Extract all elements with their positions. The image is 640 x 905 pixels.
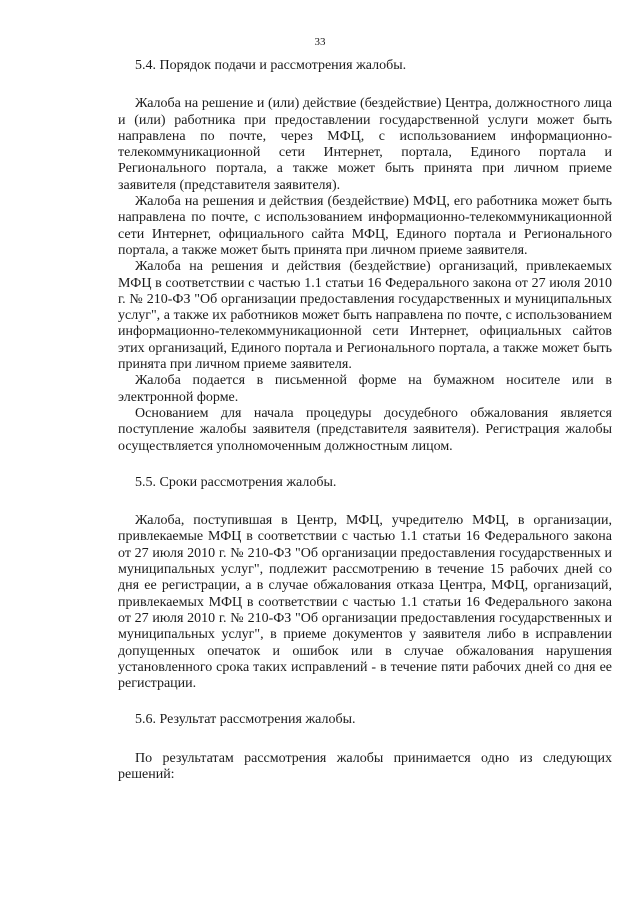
paragraph: Жалоба, поступившая в Центр, МФЦ, учредителю МФЦ, в организации, привлекаемые МФЦ в соответствии с частью 1.1 статьи 16 Федерального закона от 27 июля 2010 г. № 210-ФЗ "Об организации предоставления государственных и муниципальных услуг", подлежит рассмотрению в течение 15 рабочих дней со дня ее регистрации, а в случае обжалования отказа Центра, МФЦ, организаций, привлекаемых МФЦ в соответствии с частью 1.1 статьи 16 Федерального закона от 27 июля 2010 г. № 210-ФЗ "Об организации предоставления государственных и муниципальных услуг", в приеме документов у заявителя либо в исправлении допущенных опечаток и ошибок или в случае обжалования нарушения установленного срока таких исправлений - в течение пяти рабочих дней со дня ее регистрации. xyxy=(118,513,612,692)
paragraph: Жалоба подается в письменной форме на бумажном носителе или в электронной форме. xyxy=(118,373,612,405)
section-heading-5-4: 5.4. Порядок подачи и рассмотрения жалобы. xyxy=(135,58,407,73)
paragraph: Жалоба на решения и действия (бездействие) организаций, привлекаемых МФЦ в соответствии с частью 1.1 статьи 16 Федерального закона от 27 июля 2010 г. № 210-ФЗ "Об организации предоставления государственных и муниципальных услуг", а также их работников может быть направлена по почте, с использованием информационно-телекоммуникационной сети Интернет, официальных сайтов этих организаций, Единого портала и Регионального портала, а также может быть принята при личном приеме заявителя. xyxy=(118,259,612,373)
paragraph: Жалоба на решения и действия (бездействие) МФЦ, его работника может быть направлена по почте, с использованием информационно-телекоммуникационной сети Интернет, официального сайта МФЦ, Единого портала и Регионального портала, а также может быть принята при личном приеме заявителя. xyxy=(118,194,612,258)
paragraph: По результатам рассмотрения жалобы принимается одно из следующих решений: xyxy=(118,750,612,782)
paragraph: Жалоба на решение и (или) действие (бездействие) Центра, должностного лица и (или) работника при предоставлении государственной услуги может быть направлена по почте, через МФЦ, с использованием информационно-телекоммуникационной сети Интернет, портала, Единого портала и Регионального портала, а также может быть принята при личном приеме заявителя (представителя заявителя). xyxy=(118,96,612,193)
paragraph: Основанием для начала процедуры досудебного обжалования является поступление жалобы заявителя (представителя заявителя). Регистрация жалобы осуществляется уполномоченным должностным лицом. xyxy=(118,405,612,454)
page-number: 33 xyxy=(314,36,326,48)
section-heading-5-6: 5.6. Результат рассмотрения жалобы. xyxy=(135,712,356,728)
section-heading-5-5: 5.5. Сроки рассмотрения жалобы. xyxy=(135,474,337,490)
document-body xyxy=(118,58,612,783)
